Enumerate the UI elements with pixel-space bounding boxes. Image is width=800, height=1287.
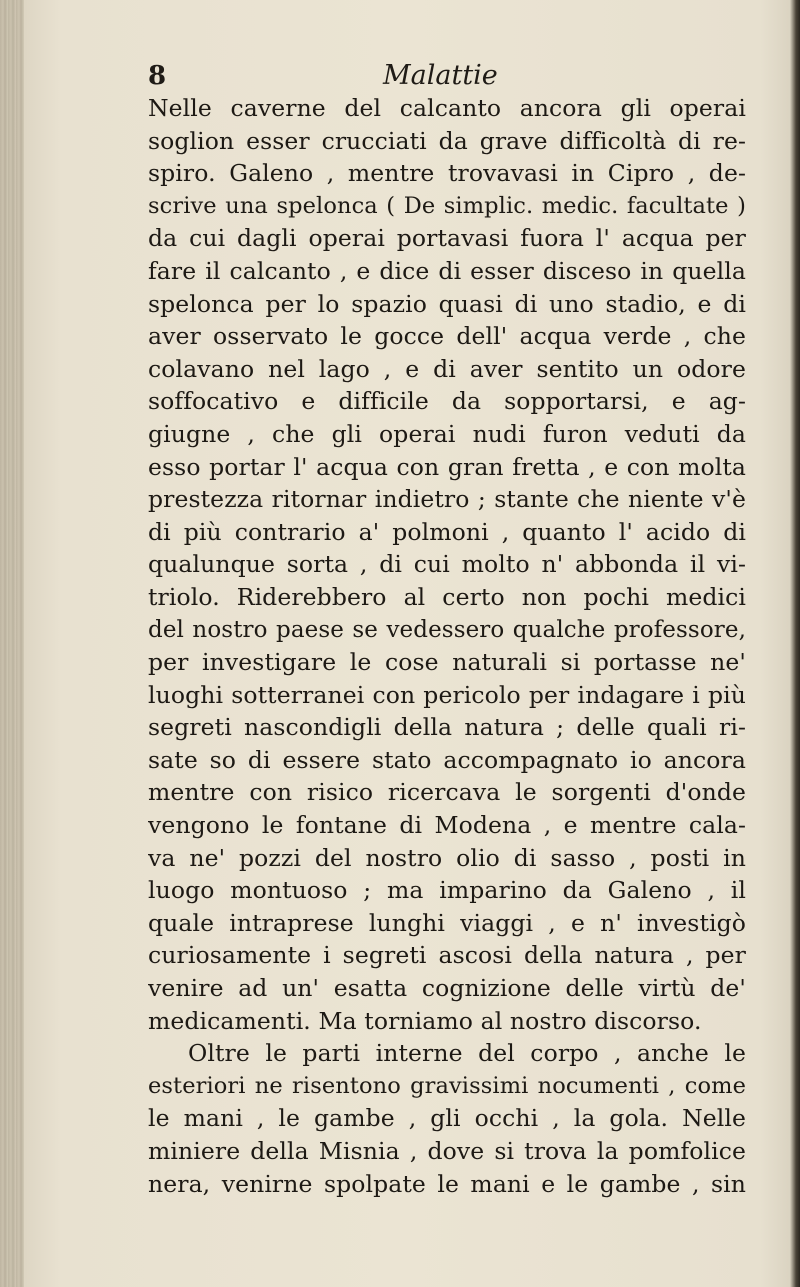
text-line: triolo. Riderebbero al certo non pochi medici — [148, 582, 746, 611]
text-line: sate so di essere stato accompagnato io ancora — [148, 745, 746, 774]
text-line: Nelle caverne del calcanto ancora gli operai — [148, 94, 746, 122]
text-line: curiosamente i segreti ascosi della natura , per — [148, 941, 746, 970]
text-line: scrive una spelonca ( De simplic. medic. facultate ) — [148, 192, 746, 219]
text-line: segreti nascondigli della natura ; delle quali ri- — [148, 713, 746, 742]
page-binding-edge — [0, 0, 24, 1287]
text-line: nera, venirne spolpate le mani e le gambe , sin — [148, 1169, 746, 1198]
text-line: venire ad un' esatta cognizione delle virtù de' — [148, 974, 746, 1003]
text-line: luoghi sotterranei con pericolo per indagare i più — [148, 680, 746, 709]
text-line: va ne' pozzi del nostro olio di sasso , posti in — [148, 843, 746, 872]
text-line: di più contrario a' polmoni , quanto l' acido di — [148, 517, 746, 546]
text-line: soglion esser crucciati da grave difficoltà di re- — [148, 126, 746, 155]
text-line: Oltre le parti interne del corpo , anche le — [188, 1039, 746, 1068]
text-line: spiro. Galeno , mentre trovavasi in Cipro , de- — [148, 159, 746, 188]
text-line: per investigare le cose naturali si portasse ne' — [148, 648, 746, 677]
text-line: luogo montuoso ; ma imparino da Galeno , il — [148, 876, 746, 905]
running-title: Malattie — [383, 60, 498, 91]
text-line: vengono le fontane di Modena , e mentre cala- — [148, 811, 746, 840]
page-header — [148, 58, 748, 94]
text-line: spelonca per lo spazio quasi di uno stadio, e di — [148, 289, 746, 318]
text-line: fare il calcanto , e dice di esser disceso in quella — [148, 256, 746, 285]
text-line: le mani , le gambe , gli occhi , la gola. Nelle — [148, 1104, 746, 1133]
text-line: esso portar l' acqua con gran fretta , e con molta — [148, 452, 746, 481]
page-right-edge — [790, 0, 800, 1287]
text-line: da cui dagli operai portavasi fuora l' acqua per — [148, 224, 746, 253]
text-line: giugne , che gli operai nudi furon veduti da — [148, 419, 746, 448]
text-line: qualunque sorta , di cui molto n' abbonda il vi- — [148, 550, 746, 579]
text-line: quale intraprese lunghi viaggi , e n' investigò — [148, 908, 746, 937]
text-line: miniere della Misnia , dove si trova la pomfolice — [148, 1137, 746, 1165]
text-line: colavano nel lago , e di aver sentito un odore — [148, 354, 746, 383]
text-line: del nostro paese se vedessero qualche professore, — [148, 616, 746, 643]
body-text — [148, 92, 746, 1200]
text-line: prestezza ritornar indietro ; stante che niente v'è — [148, 485, 746, 514]
text-line: soffocativo e difficile da sopportarsi, e ag- — [148, 387, 746, 416]
text-line: medicamenti. Ma torniamo al nostro discorso. — [148, 1006, 702, 1035]
text-line: mentre con risico ricercava le sorgenti d'onde — [148, 778, 746, 807]
page-number: 8 — [148, 61, 167, 91]
text-line: esteriori ne risentono gravissimi nocumenti , come — [148, 1072, 746, 1099]
text-line: aver osservato le gocce dell' acqua verde , che — [148, 322, 746, 351]
